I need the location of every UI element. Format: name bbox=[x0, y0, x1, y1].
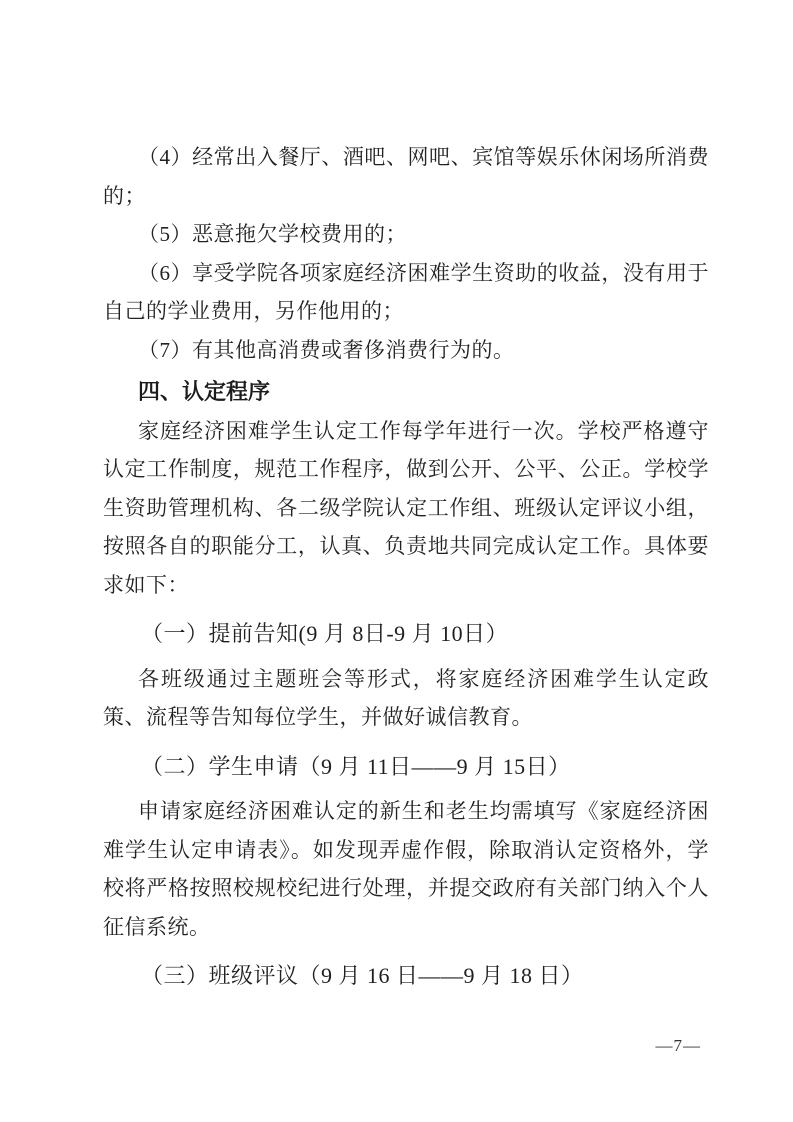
paragraph-procedure-intro: 家庭经济困难学生认定工作每学年进行一次。学校严格遵守认定工作制度，规范工作程序，做到公开、公平、公正。学校学生资助管理机构、各二级学院认定工作组、班级认定评议小组，按照各自的职能分工，认真、负责地共同完成认定工作。具体要求如下： bbox=[103, 418, 709, 597]
paragraph-step-1-detail: 各班级通过主题班会等形式，将家庭经济困难学生认定政策、流程等告知每位学生，并做好诚信教育。 bbox=[103, 666, 709, 729]
subheading-step-3-class-review: （三）班级评议（9 月 16 日——9 月 18 日） bbox=[141, 963, 584, 988]
list-item-7: （7）有其他高消费或奢侈消费行为的。 bbox=[138, 337, 515, 362]
list-item-4: （4）经常出入餐厅、酒吧、网吧、宾馆等娱乐休闲场所消费的； bbox=[103, 145, 709, 208]
page-number: —7— bbox=[655, 1036, 701, 1055]
section-heading-procedure: 四、认定程序 bbox=[138, 379, 271, 404]
paragraph-step-2-detail: 申请家庭经济困难认定的新生和老生均需填写《家庭经济困难学生认定申请表》。如发现弄虚作假，除取消认定资格外，学校将严格按照校规校纪进行处理，并提交政府有关部门纳入个人征信系统。 bbox=[103, 799, 709, 939]
list-item-5: （5）恶意拖欠学校费用的； bbox=[138, 222, 407, 246]
subheading-step-1-advance-notice: （一）提前告知(9 月 8日-9 月 10日） bbox=[141, 621, 509, 646]
subheading-step-2-student-application: （二）学生申请（9 月 11日——9 月 15日） bbox=[141, 753, 571, 779]
list-item-6: （6）享受学院各项家庭经济困难学生资助的收益，没有用于自己的学业费用，另作他用的； bbox=[103, 260, 709, 323]
